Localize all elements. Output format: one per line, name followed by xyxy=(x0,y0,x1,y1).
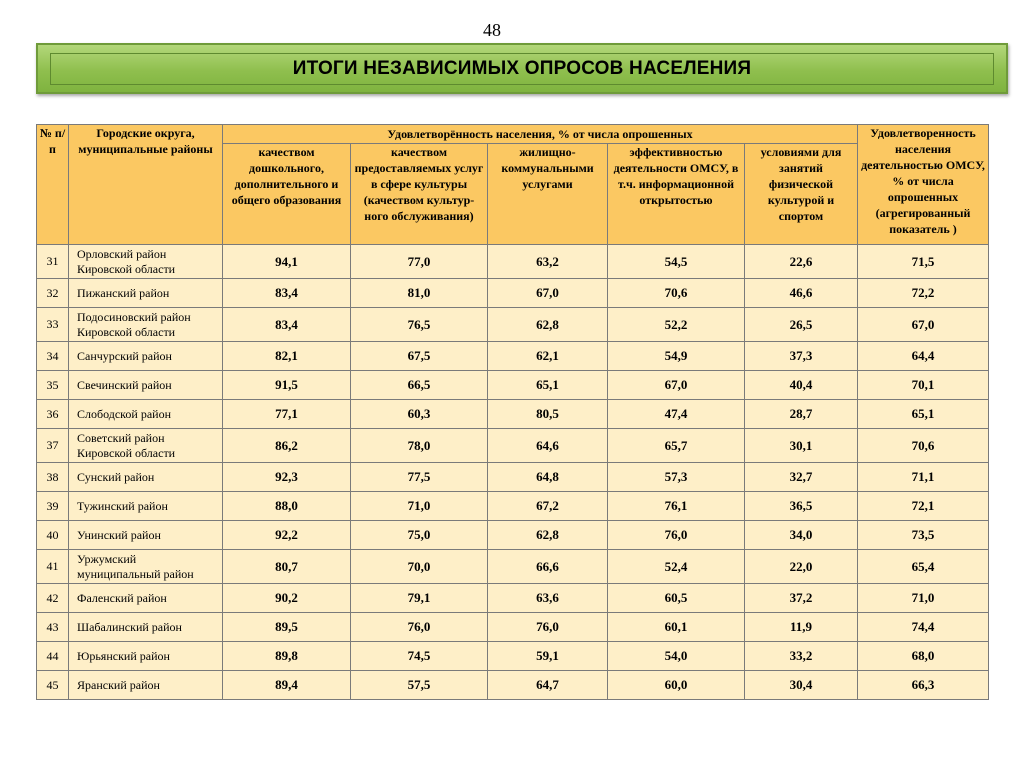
housing-value: 64,8 xyxy=(488,463,608,492)
page-number: 48 xyxy=(483,20,501,40)
housing-value: 76,0 xyxy=(488,613,608,642)
sport-value: 46,6 xyxy=(745,279,858,308)
housing-value: 62,8 xyxy=(488,521,608,550)
culture-value: 79,1 xyxy=(351,584,488,613)
table-row xyxy=(37,521,989,550)
sport-value: 28,7 xyxy=(745,400,858,429)
row-number: 43 xyxy=(37,613,69,642)
header-omsu-efficiency: эффективностью деятельности ОМСУ, в т.ч. информационной открытостью xyxy=(608,144,745,245)
culture-value: 66,5 xyxy=(351,371,488,400)
district-name: Унинский район xyxy=(69,521,223,550)
row-number: 40 xyxy=(37,521,69,550)
row-number: 36 xyxy=(37,400,69,429)
header-sport: условиями для занятий физической культурой и спортом xyxy=(745,144,858,245)
sport-value: 36,5 xyxy=(745,492,858,521)
omsu-efficiency-value: 65,7 xyxy=(608,429,745,463)
education-value: 89,5 xyxy=(223,613,351,642)
table-body xyxy=(37,245,989,700)
omsu-efficiency-value: 52,4 xyxy=(608,550,745,584)
district-name: Тужинский район xyxy=(69,492,223,521)
omsu-efficiency-value: 60,0 xyxy=(608,671,745,700)
title-frame xyxy=(50,53,994,85)
aggregate-value: 71,5 xyxy=(858,245,989,279)
header-satisfaction-group: Удовлетворённость населения, % от числа опрошенных xyxy=(223,125,858,144)
row-number: 42 xyxy=(37,584,69,613)
education-value: 90,2 xyxy=(223,584,351,613)
sport-value: 11,9 xyxy=(745,613,858,642)
table-row xyxy=(37,279,989,308)
omsu-efficiency-value: 57,3 xyxy=(608,463,745,492)
culture-value: 78,0 xyxy=(351,429,488,463)
omsu-efficiency-value: 54,0 xyxy=(608,642,745,671)
aggregate-value: 65,4 xyxy=(858,550,989,584)
table-row xyxy=(37,342,989,371)
survey-results-table xyxy=(36,124,989,700)
aggregate-value: 71,1 xyxy=(858,463,989,492)
row-number: 39 xyxy=(37,492,69,521)
culture-value: 77,0 xyxy=(351,245,488,279)
housing-value: 62,1 xyxy=(488,342,608,371)
housing-value: 59,1 xyxy=(488,642,608,671)
culture-value: 60,3 xyxy=(351,400,488,429)
header-culture: качеством предоставляемых услуг в сфере культуры (качеством культур-ного обслуживания) xyxy=(351,144,488,245)
sport-value: 30,1 xyxy=(745,429,858,463)
sport-value: 26,5 xyxy=(745,308,858,342)
district-name: Слободской район xyxy=(69,400,223,429)
education-value: 88,0 xyxy=(223,492,351,521)
omsu-efficiency-value: 70,6 xyxy=(608,279,745,308)
education-value: 80,7 xyxy=(223,550,351,584)
education-value: 83,4 xyxy=(223,308,351,342)
aggregate-value: 71,0 xyxy=(858,584,989,613)
table-row xyxy=(37,429,989,463)
housing-value: 63,6 xyxy=(488,584,608,613)
district-name: Подосиновский район Кировской области xyxy=(69,308,223,342)
aggregate-value: 66,3 xyxy=(858,671,989,700)
culture-value: 76,0 xyxy=(351,613,488,642)
row-number: 37 xyxy=(37,429,69,463)
omsu-efficiency-value: 54,5 xyxy=(608,245,745,279)
housing-value: 80,5 xyxy=(488,400,608,429)
table-row xyxy=(37,245,989,279)
sport-value: 22,6 xyxy=(745,245,858,279)
aggregate-value: 67,0 xyxy=(858,308,989,342)
sport-value: 40,4 xyxy=(745,371,858,400)
row-number: 32 xyxy=(37,279,69,308)
sport-value: 34,0 xyxy=(745,521,858,550)
culture-value: 74,5 xyxy=(351,642,488,671)
culture-value: 70,0 xyxy=(351,550,488,584)
housing-value: 65,1 xyxy=(488,371,608,400)
district-name: Сунский район xyxy=(69,463,223,492)
row-number: 44 xyxy=(37,642,69,671)
district-name: Пижанский район xyxy=(69,279,223,308)
district-name: Яранский район xyxy=(69,671,223,700)
housing-value: 66,6 xyxy=(488,550,608,584)
aggregate-value: 73,5 xyxy=(858,521,989,550)
education-value: 86,2 xyxy=(223,429,351,463)
aggregate-value: 64,4 xyxy=(858,342,989,371)
culture-value: 81,0 xyxy=(351,279,488,308)
district-name: Юрьянский район xyxy=(69,642,223,671)
district-name: Свечинский район xyxy=(69,371,223,400)
table-row xyxy=(37,671,989,700)
education-value: 77,1 xyxy=(223,400,351,429)
district-name: Санчурский район xyxy=(69,342,223,371)
housing-value: 67,0 xyxy=(488,279,608,308)
header-education: качеством дошкольного, дополнительного и общего образования xyxy=(223,144,351,245)
education-value: 94,1 xyxy=(223,245,351,279)
page-title: ИТОГИ НЕЗАВИСИМЫХ ОПРОСОВ НАСЕЛЕНИЯ xyxy=(292,57,752,79)
district-name: Фаленский район xyxy=(69,584,223,613)
header-aggregate: Удовлетворенность населения деятельностью ОМСУ, % от числа опрошенных (агрегированный показатель ) xyxy=(858,125,989,245)
row-number: 33 xyxy=(37,308,69,342)
omsu-efficiency-value: 60,1 xyxy=(608,613,745,642)
district-name: Шабалинский район xyxy=(69,613,223,642)
housing-value: 67,2 xyxy=(488,492,608,521)
table-row xyxy=(37,613,989,642)
table-row xyxy=(37,400,989,429)
row-number: 38 xyxy=(37,463,69,492)
omsu-efficiency-value: 47,4 xyxy=(608,400,745,429)
omsu-efficiency-value: 52,2 xyxy=(608,308,745,342)
aggregate-value: 65,1 xyxy=(858,400,989,429)
district-name: Уржумский муниципальный район xyxy=(69,550,223,584)
culture-value: 67,5 xyxy=(351,342,488,371)
education-value: 82,1 xyxy=(223,342,351,371)
education-value: 89,4 xyxy=(223,671,351,700)
omsu-efficiency-value: 60,5 xyxy=(608,584,745,613)
aggregate-value: 72,1 xyxy=(858,492,989,521)
culture-value: 57,5 xyxy=(351,671,488,700)
aggregate-value: 70,1 xyxy=(858,371,989,400)
sport-value: 33,2 xyxy=(745,642,858,671)
housing-value: 62,8 xyxy=(488,308,608,342)
header-number: № п/п xyxy=(37,125,69,245)
table-row xyxy=(37,492,989,521)
sport-value: 37,3 xyxy=(745,342,858,371)
sport-value: 22,0 xyxy=(745,550,858,584)
sport-value: 30,4 xyxy=(745,671,858,700)
housing-value: 63,2 xyxy=(488,245,608,279)
title-banner xyxy=(36,43,1008,94)
table-row xyxy=(37,463,989,492)
row-number: 41 xyxy=(37,550,69,584)
omsu-efficiency-value: 67,0 xyxy=(608,371,745,400)
header-district: Городские округа, муниципальные районы xyxy=(69,125,223,245)
row-number: 34 xyxy=(37,342,69,371)
education-value: 92,2 xyxy=(223,521,351,550)
education-value: 83,4 xyxy=(223,279,351,308)
housing-value: 64,6 xyxy=(488,429,608,463)
omsu-efficiency-value: 76,0 xyxy=(608,521,745,550)
culture-value: 76,5 xyxy=(351,308,488,342)
header-housing: жилищно-коммунальными услугами xyxy=(488,144,608,245)
education-value: 89,8 xyxy=(223,642,351,671)
row-number: 31 xyxy=(37,245,69,279)
row-number: 45 xyxy=(37,671,69,700)
sport-value: 32,7 xyxy=(745,463,858,492)
housing-value: 64,7 xyxy=(488,671,608,700)
table-row xyxy=(37,308,989,342)
aggregate-value: 70,6 xyxy=(858,429,989,463)
education-value: 92,3 xyxy=(223,463,351,492)
district-name: Советский район Кировской области xyxy=(69,429,223,463)
district-name: Орловский район Кировской области xyxy=(69,245,223,279)
row-number: 35 xyxy=(37,371,69,400)
culture-value: 75,0 xyxy=(351,521,488,550)
table-row xyxy=(37,642,989,671)
omsu-efficiency-value: 76,1 xyxy=(608,492,745,521)
culture-value: 71,0 xyxy=(351,492,488,521)
sport-value: 37,2 xyxy=(745,584,858,613)
table-row xyxy=(37,550,989,584)
aggregate-value: 68,0 xyxy=(858,642,989,671)
aggregate-value: 74,4 xyxy=(858,613,989,642)
table-row xyxy=(37,584,989,613)
omsu-efficiency-value: 54,9 xyxy=(608,342,745,371)
table-row xyxy=(37,371,989,400)
aggregate-value: 72,2 xyxy=(858,279,989,308)
culture-value: 77,5 xyxy=(351,463,488,492)
education-value: 91,5 xyxy=(223,371,351,400)
